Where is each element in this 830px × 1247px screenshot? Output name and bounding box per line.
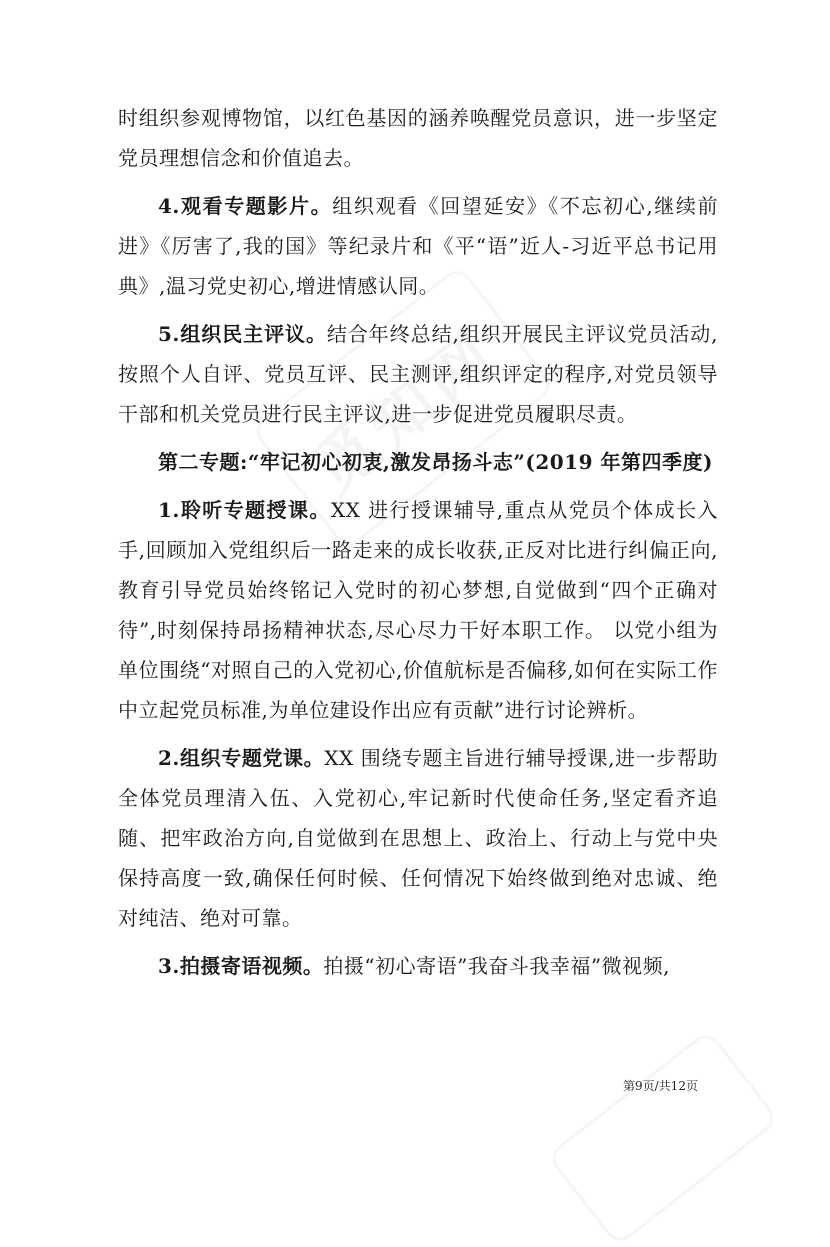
paragraph-lead: 5.组织民主评议。 <box>158 322 327 346</box>
page-number: 第9页/共12页 <box>623 1079 698 1093</box>
paragraph-video <box>118 946 718 986</box>
watermark-logo-bottom <box>546 1029 780 1247</box>
paragraph-text: 组织观看《回望延安》《不忘初心,继续前进》《厉害了,我的国》等纪录片和《平“语”近人-习近平总书记用典》,温习党史初心,增进情感认同。 <box>118 194 718 298</box>
paragraph-lead: 3.拍摄寄语视频。 <box>158 954 324 978</box>
paragraph-lead: 1.聆听专题授课。 <box>158 498 331 522</box>
paragraph-democratic-review <box>118 314 718 434</box>
section-heading: 第二专题:“牢记初心初衷,激发昂扬斗志”(2019 年第四季度) <box>158 450 713 474</box>
paragraph-lecture <box>118 490 718 730</box>
paragraph-text: 结合年终总结,组织开展民主评议党员活动,按照个人自评、党员互评、民主测评,组织评定的程序,对党员领导干部和机关党员进行民主评议,进一步促进党员履职尽责。 <box>118 322 718 426</box>
paragraph-text: XX 进行授课辅导,重点从党员个体成长入手,回顾加入党组织后一路走来的成长收获,正反对比进行纠偏正向,教育引导党员始终铭记入党时的初心梦想,自觉做到“四个正确对待”,时刻保持昂扬精神状态,尽心尽力干好本职工作。 以党小组为单位围绕“对照自己的入党初心,价值航标是否偏移,如何在实际工作中立起党员标准,为单位建设作出应有贡献”进行讨论辨析。 <box>118 498 718 722</box>
paragraph-watch-films <box>118 186 718 306</box>
paragraph-text: 拍摄“初心寄语”我奋斗我幸福”微视频, <box>323 954 670 978</box>
paragraph-lead: 4.观看专题影片。 <box>158 194 333 218</box>
paragraph-continuation: 时组织参观博物馆，以红色基因的涵养唤醒党员意识，进一步坚定党员理想信念和价值追去。 <box>118 106 718 170</box>
paragraph-lead: 2.组织专题党课。 <box>158 746 325 770</box>
paragraph-party-class <box>118 738 718 938</box>
paragraph-text: XX 围绕专题主旨进行辅导授课,进一步帮助全体党员理清入伍、入党初心,牢记新时代使命任务,坚定看齐追随、把牢政治方向,自觉做到在思想上、政治上、行动上与党中央保持高度一致,确保任何时候、任何情况下始终做到绝对忠诚、绝对纯洁、绝对可靠。 <box>118 746 718 930</box>
document-body <box>118 98 718 986</box>
